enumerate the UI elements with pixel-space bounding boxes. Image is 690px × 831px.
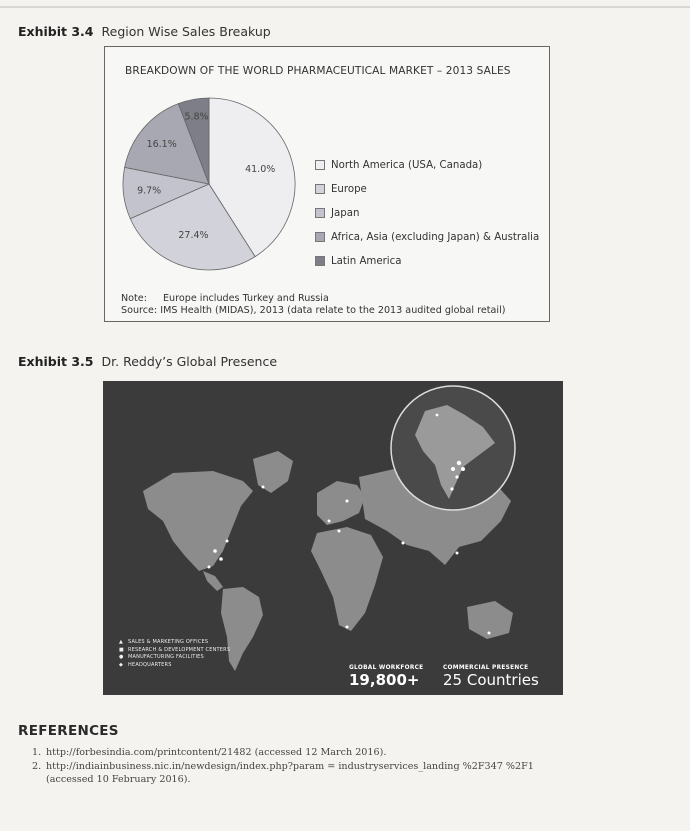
exhibit-caption: Region Wise Sales Breakup xyxy=(101,24,271,39)
map-legend-item: ■ RESEARCH & DEVELOPMENT CENTERS xyxy=(119,646,231,653)
exhibit-3-4-title xyxy=(18,24,271,39)
legend-swatch xyxy=(315,232,325,242)
chart-legend xyxy=(315,153,539,273)
legend-label: Latin America xyxy=(331,255,402,267)
legend-item xyxy=(315,201,539,225)
legend-item xyxy=(315,249,539,273)
slice-label: 5.8% xyxy=(184,111,209,123)
exhibit-number: Exhibit 3.4 xyxy=(18,24,94,39)
references-list xyxy=(32,746,534,787)
commercial-caption: COMMERCIAL PRESENCE xyxy=(443,665,529,671)
map-legend-item: ▲ SALES & MARKETING OFFICES xyxy=(119,639,209,645)
legend-label: Africa, Asia (excluding Japan) & Australia xyxy=(331,231,540,243)
legend-item xyxy=(315,153,539,177)
legend-label: Japan xyxy=(331,207,360,219)
central-america-landmass xyxy=(203,571,223,591)
reference-link[interactable]: http://indiainbusiness.nic.in/newdesign/index.php?param = industryservices_landing %2F347 %2F1 xyxy=(46,761,534,772)
africa-landmass xyxy=(311,527,383,631)
world-map-panel xyxy=(103,381,563,695)
legend-swatch xyxy=(315,208,325,218)
workforce-caption: GLOBAL WORKFORCE xyxy=(349,665,424,671)
legend-swatch xyxy=(315,256,325,266)
reference-item: 2. http://indiainbusiness.nic.in/newdesign/index.php?param = industryservices_landing %2F347 %2F1 (accessed 10 February 2016). xyxy=(32,761,534,785)
source-text: IMS Health (MIDAS), 2013 (data relate to the 2013 audited global retail) xyxy=(160,305,506,316)
slice-label: 41.0% xyxy=(245,164,276,176)
map-legend-item: ● MANUFACTURING FACILITIES xyxy=(119,654,204,660)
map-legend xyxy=(119,639,230,669)
slice-label: 9.7% xyxy=(137,185,162,197)
exhibit-number: Exhibit 3.5 xyxy=(18,354,94,369)
chart-title: BREAKDOWN OF THE WORLD PHARMACEUTICAL MARKET – 2013 SALES xyxy=(125,65,511,77)
europe-landmass xyxy=(317,481,365,525)
exhibit-caption: Dr. Reddy’s Global Presence xyxy=(101,354,278,369)
slice-label: 16.1% xyxy=(146,139,177,151)
chart-note xyxy=(121,293,506,317)
note-label: Note: xyxy=(121,293,147,304)
source-label: Source: xyxy=(121,305,158,316)
diamond-icon: ◆ xyxy=(119,661,124,668)
workforce-value: 19,800+ xyxy=(349,671,420,689)
greenland-landmass xyxy=(253,451,293,493)
reference-item: 1. http://forbesindia.com/printcontent/21482 (accessed 12 March 2016). xyxy=(32,747,387,758)
commercial-stat xyxy=(443,665,539,689)
pie-chart-panel xyxy=(104,46,550,322)
legend-label: Europe xyxy=(331,183,367,195)
square-icon: ■ xyxy=(119,646,124,653)
workforce-stat xyxy=(349,665,423,689)
legend-item xyxy=(315,225,539,249)
commercial-value: 25 Countries xyxy=(443,671,539,689)
map-legend-item: ◆ HEADQUARTERS xyxy=(119,661,172,668)
triangle-icon: ▲ xyxy=(119,639,124,645)
reference-link[interactable]: http://forbesindia.com/printcontent/21482 (accessed 12 March 2016). xyxy=(46,747,387,758)
legend-swatch xyxy=(315,160,325,170)
dot-icon: ● xyxy=(119,654,124,660)
references-heading: REFERENCES xyxy=(18,723,119,739)
note-text: Europe includes Turkey and Russia xyxy=(163,293,329,304)
exhibit-3-5-title xyxy=(18,354,277,369)
legend-swatch xyxy=(315,184,325,194)
legend-item xyxy=(315,177,539,201)
slice-label: 27.4% xyxy=(178,230,209,242)
legend-label: North America (USA, Canada) xyxy=(331,159,483,171)
north-america-landmass xyxy=(143,471,253,571)
top-rule xyxy=(0,6,690,8)
